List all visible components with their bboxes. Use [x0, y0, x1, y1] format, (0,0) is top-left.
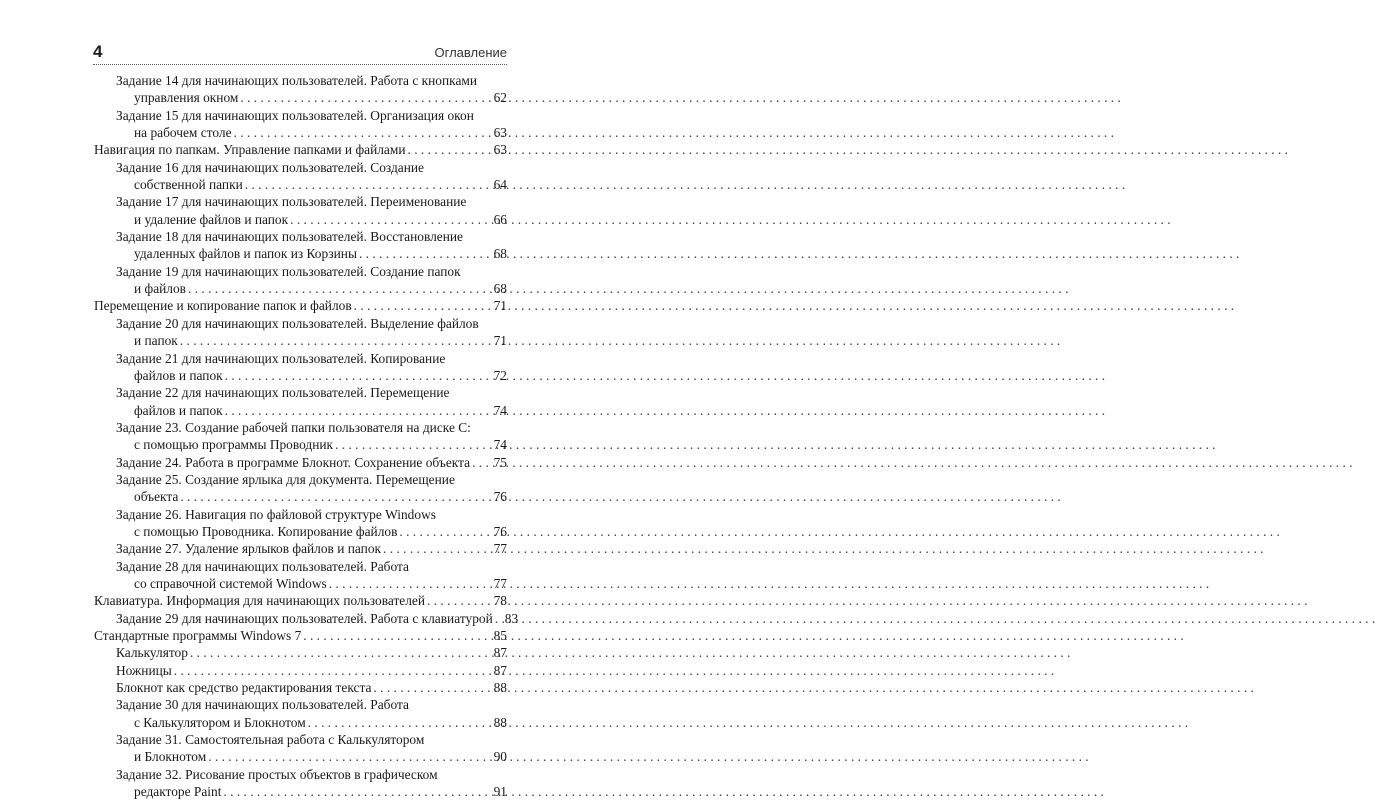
toc-entry-text: Задание 15 для начинающих пользователей. Организация окон [116, 107, 474, 123]
toc-entry-text: Задание 30 для начинающих пользователей. Работа [116, 697, 409, 713]
page-number: 4 [93, 42, 103, 61]
toc-entry [94, 193, 507, 228]
toc-entry [94, 419, 507, 454]
toc-entry-title-continued [116, 89, 507, 106]
toc-page-number: 62 [493, 90, 507, 106]
book-page [0, 0, 600, 800]
dot-leader [225, 367, 492, 384]
toc-entry-text: Задание 21 для начинающих пользователей. Копирование [116, 350, 446, 366]
table-of-contents [94, 72, 519, 800]
dot-leader [245, 176, 492, 193]
dot-leader [359, 245, 492, 262]
toc-page-number: 83 [504, 610, 519, 626]
toc-entry-title [116, 419, 507, 436]
toc-entry-title [116, 315, 507, 332]
toc-page-number: 77 [493, 575, 507, 591]
dot-leader [208, 748, 491, 765]
dot-leader [383, 540, 492, 557]
toc-section-entry [94, 592, 507, 609]
toc-entry-text: Задание 16 для начинающих пользователей. Создание [116, 159, 424, 175]
toc-page-number: 74 [493, 437, 507, 453]
toc-entry-title [116, 731, 507, 748]
toc-entry-title-continued [116, 748, 507, 765]
toc-entry [94, 644, 507, 661]
toc-section-entry [94, 297, 507, 314]
toc-entry-text: Калькулятор [116, 645, 188, 661]
toc-entry-text: и Блокнотом [134, 749, 207, 765]
dot-leader [495, 610, 503, 627]
toc-entry-title-continued [116, 714, 507, 731]
dot-leader [234, 124, 492, 141]
toc-page-number: 91 [493, 784, 507, 800]
toc-entry-title [116, 766, 507, 783]
toc-entry-text: и файлов [134, 281, 186, 297]
toc-entry-text: Задание 20 для начинающих пользователей. Выделение файлов [116, 315, 479, 331]
toc-entry-text: редакторе Paint [134, 784, 222, 800]
toc-entry-title [116, 662, 507, 679]
toc-entry-title [116, 193, 507, 210]
toc-page-number: 68 [493, 246, 507, 262]
dot-leader [373, 679, 491, 696]
dot-leader [223, 783, 491, 800]
toc-entry-text: Задание 19 для начинающих пользователей. Создание папок [116, 263, 461, 279]
dot-leader [180, 332, 492, 349]
toc-entry [94, 731, 507, 766]
toc-entry-title [94, 141, 507, 158]
toc-entry-text: со справочной системой Windows [134, 575, 327, 591]
toc-entry-title [116, 506, 507, 523]
toc-entry [94, 766, 507, 800]
toc-entry-title [94, 627, 507, 644]
toc-entry-title [116, 263, 507, 280]
toc-entry-text: Клавиатура. Информация для начинающих пользователей [94, 593, 426, 609]
toc-entry [94, 315, 507, 350]
toc-entry-title [116, 610, 519, 627]
toc-entry [94, 350, 507, 385]
toc-page-number: 87 [493, 662, 507, 678]
toc-entry [94, 540, 507, 557]
toc-entry-text: Блокнот как средство редактирования текста [116, 680, 372, 696]
toc-entry-title [116, 644, 507, 661]
toc-entry [94, 263, 507, 298]
page-header [93, 43, 507, 63]
toc-page-number: 76 [493, 523, 507, 539]
toc-entry-text: Ножницы [116, 662, 172, 678]
toc-entry-title-continued [116, 523, 507, 540]
toc-entry-text: Задание 18 для начинающих пользователей. Восстановление [116, 229, 463, 245]
toc-entry-text: Задание 25. Создание ярлыка для документа. Перемещение [116, 471, 455, 487]
toc-page-number: 74 [493, 402, 507, 418]
toc-entry-title-continued [116, 575, 507, 592]
toc-page-number: 66 [493, 211, 507, 227]
toc-page-number: 76 [493, 489, 507, 505]
toc-entry [94, 696, 507, 731]
toc-page-number: 64 [493, 177, 507, 193]
toc-entry-title [116, 350, 507, 367]
dot-leader [188, 280, 492, 297]
toc-entry-title [116, 107, 507, 124]
dot-leader [225, 402, 492, 419]
toc-entry-text: Навигация по папкам. Управление папками и файлами [94, 142, 406, 158]
toc-page-number: 88 [493, 680, 507, 696]
toc-page-number: 78 [493, 593, 507, 609]
toc-page-number: 71 [493, 298, 507, 314]
toc-page-number: 72 [493, 367, 507, 383]
dot-leader [180, 488, 491, 505]
toc-entry-text: и удаление файлов и папок [134, 211, 289, 227]
toc-entry [94, 662, 507, 679]
toc-entry-text: с помощью программы Проводник [134, 437, 334, 453]
toc-entry-title-continued [116, 436, 507, 453]
toc-entry-title-continued [116, 783, 507, 800]
toc-entry-title [116, 159, 507, 176]
toc-entry [94, 506, 507, 541]
toc-entry [94, 228, 507, 263]
toc-entry [94, 384, 507, 419]
toc-entry-text: Задание 26. Навигация по файловой структуре Windows [116, 506, 436, 522]
toc-entry-title [116, 540, 507, 557]
dot-leader [290, 211, 491, 228]
toc-entry-text: с помощью Проводника. Копирование файлов [134, 523, 398, 539]
dot-leader [308, 714, 492, 731]
toc-entry [94, 471, 507, 506]
toc-entry-title [116, 696, 507, 713]
toc-entry-title [116, 679, 507, 696]
toc-entry-text: Задание 27. Удаление ярлыков файлов и папок [116, 541, 382, 557]
toc-entry [94, 72, 507, 107]
dot-leader [427, 592, 492, 609]
toc-entry-text: Задание 23. Создание рабочей папки пользователя на диске С: [116, 419, 471, 435]
toc-entry [94, 159, 507, 194]
toc-entry-text: Перемещение и копирование папок и файлов [94, 298, 352, 314]
toc-entry-text: файлов и папок [134, 367, 223, 383]
toc-entry [94, 454, 507, 471]
header-divider [93, 64, 507, 65]
dot-leader [472, 454, 492, 471]
toc-entry [94, 610, 519, 627]
toc-entry-title-continued [116, 488, 507, 505]
toc-entry [94, 679, 507, 696]
toc-entry-text: Задание 31. Самостоятельная работа с Калькулятором [116, 732, 425, 748]
toc-entry-text: с Калькулятором и Блокнотом [134, 714, 306, 730]
toc-entry-title-continued [116, 367, 507, 384]
toc-entry-text: Задание 14 для начинающих пользователей. Работа с кнопками [116, 73, 478, 88]
dot-leader [240, 89, 491, 106]
toc-entry-title [116, 72, 507, 89]
toc-entry [94, 107, 507, 142]
toc-page-number: 68 [493, 281, 507, 297]
toc-page-number: 85 [493, 628, 507, 643]
toc-entry-title [116, 454, 507, 471]
toc-section-entry [94, 627, 507, 644]
running-title: Оглавление [434, 45, 507, 60]
toc-page-number: 63 [493, 125, 507, 141]
toc-entry-title [94, 297, 507, 314]
toc-entry-text: удаленных файлов и папок из Корзины [134, 246, 357, 262]
toc-entry-text: Задание 22 для начинающих пользователей. Перемещение [116, 385, 450, 401]
toc-entry-title-continued [116, 124, 507, 141]
dot-leader [399, 523, 491, 540]
dot-leader [354, 297, 492, 314]
dot-leader [335, 436, 492, 453]
toc-entry-title-continued [116, 211, 507, 228]
toc-page-number: 87 [493, 645, 507, 661]
toc-entry-title [116, 558, 507, 575]
toc-entry-title-continued [116, 332, 507, 349]
dot-leader [174, 662, 492, 679]
toc-entry-text: Задание 28 для начинающих пользователей. Работа [116, 558, 409, 574]
toc-entry-text: собственной папки [134, 177, 243, 193]
toc-entry-text: файлов и папок [134, 402, 223, 418]
toc-entry-text: Стандартные программы Windows 7 [94, 628, 302, 643]
toc-entry-text: Задание 24. Работа в программе Блокнот. Сохранение объекта [116, 454, 471, 470]
toc-entry-title-continued [116, 280, 507, 297]
toc-entry-title [116, 384, 507, 401]
toc-page-number: 75 [493, 454, 507, 470]
toc-entry-text: Задание 29 для начинающих пользователей. Работа с клавиатурой [116, 610, 493, 626]
toc-entry-text: Задание 17 для начинающих пользователей. Переименование [116, 194, 467, 210]
toc-entry-text: управления окном [134, 90, 239, 106]
toc-page-number: 63 [493, 142, 507, 158]
dot-leader [303, 627, 491, 644]
toc-entry-title [116, 471, 507, 488]
toc-entry-text: Задание 32. Рисование простых объектов в графическом [116, 766, 438, 782]
toc-entry-text: на рабочем столе [134, 125, 232, 141]
dot-leader [190, 644, 492, 661]
toc-page-number: 77 [493, 541, 507, 557]
toc-page-number: 90 [493, 749, 507, 765]
toc-entry-title-continued [116, 245, 507, 262]
toc-entry-title-continued [116, 402, 507, 419]
toc-section-entry [94, 141, 507, 158]
toc-entry-title [94, 592, 507, 609]
dot-leader [329, 575, 492, 592]
toc-entry-title-continued [116, 176, 507, 193]
dot-leader [408, 141, 492, 158]
toc-page-number: 88 [493, 714, 507, 730]
toc-entry [94, 558, 507, 593]
toc-entry-title [116, 228, 507, 245]
toc-page-number: 71 [493, 333, 507, 349]
toc-entry-text: и папок [134, 333, 178, 349]
toc-entry-text: объекта [134, 489, 179, 505]
